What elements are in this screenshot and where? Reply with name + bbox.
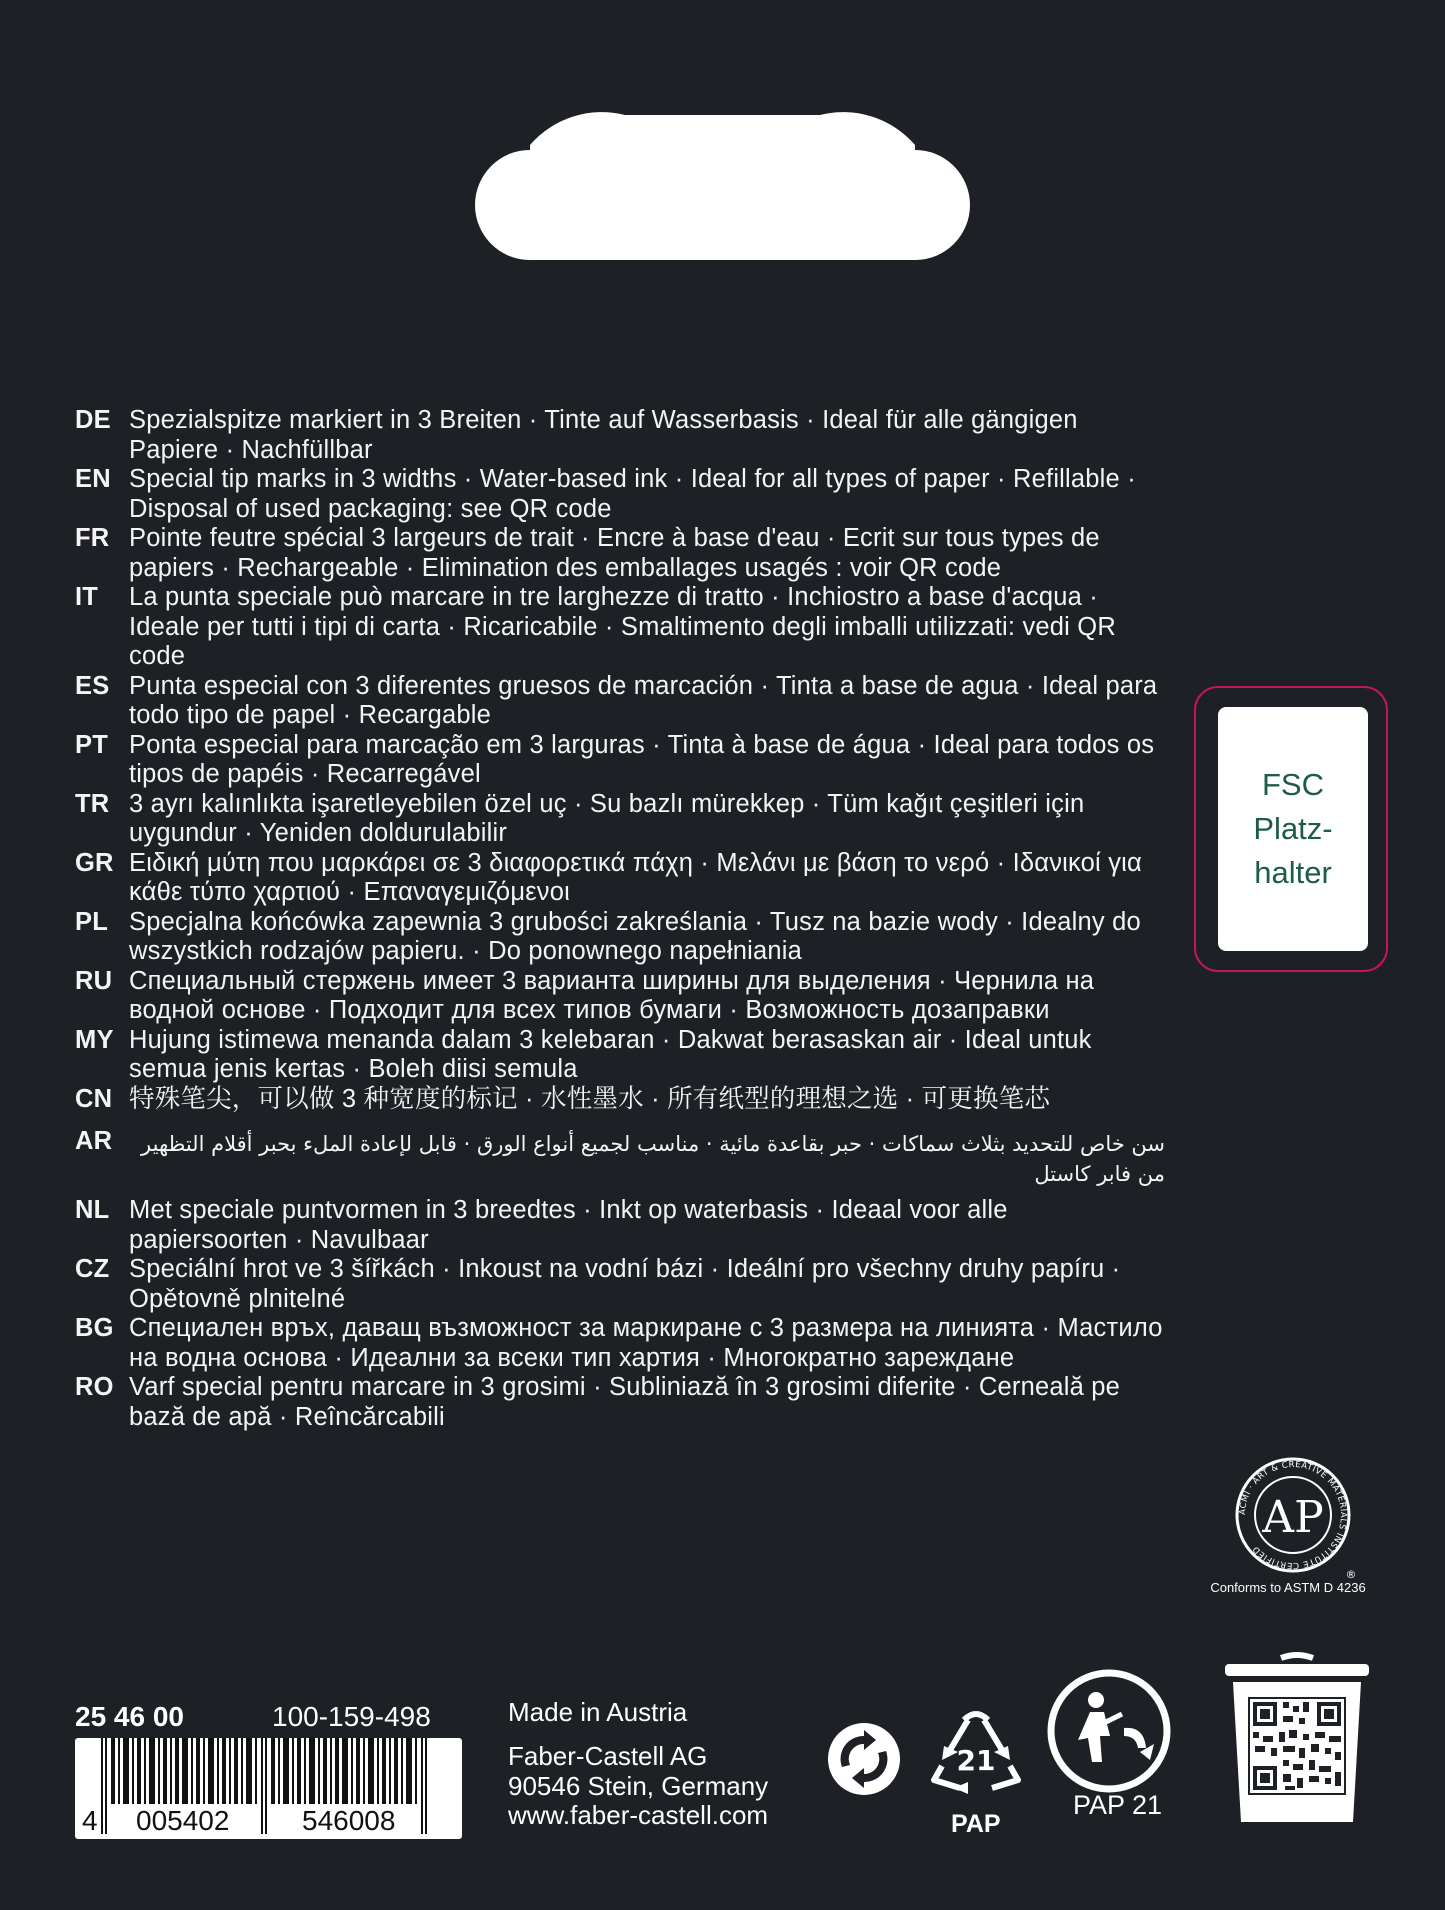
lang-code: ES	[75, 671, 110, 700]
lang-text: Ειδική μύτη που μαρκάρει σε 3 διαφορετικά πάχη · Μελάνι με βάση το νερό · Ιδανικοί για κάθε τύπο χαρτιού · Επαναγεμιζόμενοι	[129, 848, 1142, 906]
lang-row-my	[75, 1026, 1165, 1085]
green-dot-icon	[826, 1721, 902, 1797]
lang-row-it	[75, 583, 1165, 672]
barcode-group-right: 546008	[299, 1805, 398, 1837]
lang-row-de	[75, 406, 1165, 465]
lang-code: DE	[75, 406, 111, 434]
lang-text: Специален връх, даващ възможност за маркиране с 3 размера на линията · Мастило на водна основа · Идеални за всеки тип хартия · Многократно зареждане	[129, 1314, 1163, 1372]
barcode-group-left: 005402	[133, 1805, 232, 1837]
acmi-seal-letters: AP	[1262, 1492, 1324, 1543]
lang-text: Hujung istimewa menanda dalam 3 kelebaran · Dakwat berasaskan air · Ideal untuk semua jenis kertas · Boleh diisi semula	[129, 1025, 1092, 1083]
lang-code: MY	[75, 1025, 114, 1054]
lang-text: Spezialspitze markiert in 3 Breiten · Tinte auf Wasserbasis · Ideal für alle gängigen Papiere · Nachfüllbar	[129, 406, 1078, 464]
lang-code: IT	[75, 583, 99, 611]
lang-code: GR	[75, 848, 114, 877]
lang-row-cn	[75, 1085, 1165, 1115]
pap-code: 21	[956, 1744, 996, 1777]
tidyman-label: PAP 21	[1073, 1790, 1163, 1820]
fsc-line: halter	[1254, 855, 1332, 890]
lang-text: Специальный стержень имеет 3 варианта ширины для выделения · Чернила на водной основе · Подходит для всех типов бумаги · Возможность дозаправки	[129, 966, 1095, 1024]
hang-hole-cutout	[0, 0, 1445, 300]
astm-conformance: Conforms to ASTM D 4236	[1210, 1580, 1366, 1595]
lang-text: Speciální hrot ve 3 šířkách · Inkoust na vodní bázi · Ideální pro všechny druhy papíru · Opětovně plnitelné	[129, 1255, 1121, 1313]
barcode-digit-first: 4	[79, 1805, 101, 1837]
pap-recycle-triangle-icon	[928, 1710, 1024, 1800]
lang-row-es	[75, 672, 1165, 731]
lang-row-ro	[75, 1373, 1165, 1432]
fsc-line: FSC	[1262, 767, 1324, 802]
lang-text: Special tip marks in 3 widths · Water-based ink · Ideal for all types of paper · Refillable · Disposal of used packaging: see QR code	[129, 465, 1136, 523]
lang-row-pt	[75, 731, 1165, 790]
multilingual-description	[75, 406, 1165, 1432]
barcode-digits	[75, 1805, 462, 1837]
lang-row-bg	[75, 1314, 1165, 1373]
fsc-placeholder	[1218, 707, 1368, 951]
lang-text: Specjalna końcówka zapewnia 3 grubości zakreślania · Tusz na bazie wody · Idealny do wszystkich rodzajów papieru. · Do ponownego napełniania	[129, 907, 1141, 965]
lang-code: AR	[75, 1127, 113, 1155]
company-name: Faber-Castell AG	[508, 1741, 708, 1771]
lang-text: Ponta especial para marcação em 3 larguras · Tinta à base de água · Ideal para todos os tipos de papéis · Recarregável	[129, 730, 1155, 788]
company-website: www.faber-castell.com	[508, 1800, 769, 1830]
lang-code: NL	[75, 1196, 110, 1224]
lang-row-fr	[75, 524, 1165, 583]
acmi-ap-seal-icon	[1228, 1450, 1358, 1580]
lang-text: 特殊笔尖，可以做 3 种宽度的标记 · 水性墨水 · 所有纸型的理想之选 · 可更换笔芯	[129, 1084, 1051, 1113]
fsc-line: Platz-	[1253, 811, 1333, 846]
lang-code: EN	[75, 465, 111, 493]
lang-row-cz	[75, 1255, 1165, 1314]
lang-code: TR	[75, 789, 110, 818]
company-address	[508, 1742, 768, 1831]
ean-barcode	[75, 1738, 462, 1839]
tidyman-recycle-icon	[1044, 1666, 1174, 1796]
lang-code: BG	[75, 1314, 114, 1342]
lang-row-ru	[75, 967, 1165, 1026]
lang-text: Met speciale puntvormen in 3 breedtes · Inkt op waterbasis · Ideaal voor alle papiersoorten · Navulbaar	[129, 1196, 1008, 1254]
lang-row-en	[75, 465, 1165, 524]
made-in: Made in Austria	[508, 1697, 688, 1727]
lang-code: PL	[75, 907, 108, 936]
pap-label: PAP	[951, 1810, 1001, 1838]
lang-text: سن خاص للتحديد بثلاث سماكات · حبر بقاعدة مائية · مناسب لجميع أنواع الورق · قابل لإعادة الملء بحبر أقلام التظهير من فابر كاستل	[141, 1132, 1165, 1186]
lang-row-tr	[75, 790, 1165, 849]
lang-code: RO	[75, 1373, 114, 1401]
reference-number: 100-159-498	[272, 1701, 431, 1732]
company-city: 90546 Stein, Germany	[508, 1770, 769, 1801]
lang-text: Varf special pentru marcare in 3 grosimi · Subliniază în 3 grosimi diferite · Cerneală pe bază de apă · Reîncărcabili	[129, 1373, 1121, 1431]
lang-text: La punta speciale può marcare in tre larghezze di tratto · Inchiostro a base d'acqua · Ideale per tutti i tipi di carta · Ricaricabile · Smaltimento degli imballi utilizzati: vedi QR code	[129, 583, 1116, 670]
lang-row-gr	[75, 849, 1165, 908]
lang-code: PT	[75, 730, 108, 759]
article-number: 25 46 00	[75, 1701, 184, 1732]
acmi-registered-mark: ®	[1345, 1568, 1357, 1580]
qr-trash-bin-icon	[1219, 1652, 1375, 1828]
lang-row-pl	[75, 908, 1165, 967]
lang-code: CN	[75, 1084, 113, 1113]
lang-code: RU	[75, 966, 113, 995]
acmi-ring-text: ACMI · ART & CREATIVE MATERIALS INSTITUTE CERTIFIED	[1237, 1459, 1349, 1571]
lang-text: Pointe feutre spécial 3 largeurs de trait · Encre à base d'eau · Ecrit sur tous types de papiers · Rechargeable · Elimination des emballages usagés : voir QR code	[129, 524, 1100, 582]
lang-code: FR	[75, 524, 110, 552]
lang-row-nl	[75, 1196, 1165, 1255]
lang-code: CZ	[75, 1255, 110, 1283]
lang-text: 3 ayrı kalınlıkta işaretleyebilen özel uç · Su bazlı mürekkep · Tüm kağıt çeşitleri için uygundur · Yeniden doldurulabilir	[129, 789, 1085, 847]
lang-row-ar	[75, 1127, 1165, 1189]
lang-text: Punta especial con 3 diferentes gruesos de marcación · Tinta a base de agua · Ideal para todo tipo de papel · Recargable	[129, 671, 1158, 729]
